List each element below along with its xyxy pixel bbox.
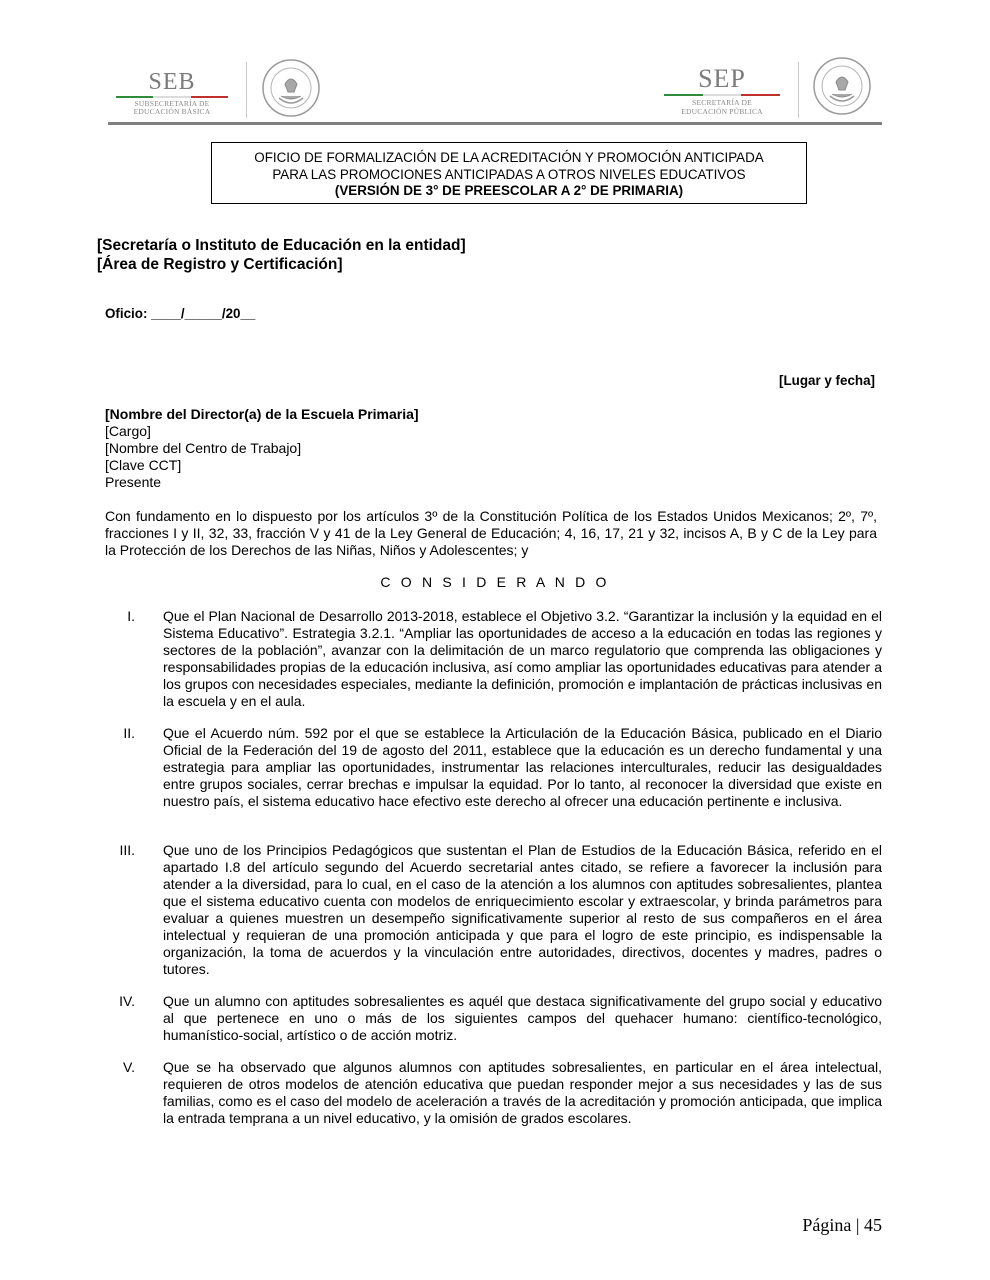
recipient-position: [Cargo]: [105, 423, 151, 439]
entity-line-1: [Secretaría o Instituto de Educación en la entidad]: [97, 237, 466, 254]
item-text: Que el Plan Nacional de Desarrollo 2013-2018, establece el Objetivo 3.2. “Garantizar la inclusión y la equidad en el Sistema Educativo”. Estrategia 3.2.1. “Ampliar las oportunidades de acceso a la educación en todas las regiones y sectores de la población”, avanzar con la delimitación de un marco regulatorio que comprenda las obligaciones y responsabilidades propias de la educación inclusiva, así como ampliar las oportunidades educativas para atender a los grupos con necesidades especiales, mediante la definición, promoción e implantación de prácticas inclusivas en la escuela y en el aula.: [163, 608, 882, 709]
considerando-heading: C O N S I D E R A N D O: [380, 574, 610, 590]
seb-subtitle-2: EDUCACIÓN BÁSICA: [133, 107, 211, 116]
title-line-3: (VERSIÓN DE 3° DE PREESCOLAR A 2° DE PRIMARIA): [334, 183, 684, 198]
issuing-entity: [97, 236, 466, 274]
recipient-name: [Nombre del Director(a) de la Escuela Primaria]: [105, 406, 419, 422]
legal-basis-paragraph: Con fundamento en lo dispuesto por los artículos 3º de la Constitución Política de los Estados Unidos Mexicanos; 2º, 7º, fracciones I y II, 32, 33, fracción V y 41 de la Ley General de Educación; 4, 16, 17, 21 y 32, incisos A, B y C de la Ley para la Protección de los Derechos de las Niñas, Niños y Adolescentes; y: [105, 508, 877, 558]
flag-stripe: [116, 96, 228, 98]
document-title-box: [211, 142, 807, 204]
item-number: IV.: [119, 993, 135, 1009]
item-text: Que uno de los Principios Pedagógicos que sustentan el Plan de Estudios de la Educación Básica, referido en el apartado I.8 del artículo segundo del Acuerdo secretarial antes citado, se refiere a favorecer la inclusión para atender a la diversidad, para lo cual, en el caso de la atención a los alumnos con aptitudes sobresalientes, plantea que el sistema educativo cuenta con modelos de enriquecimiento escolar y extraescolar, y brinda parámetros para evaluar a quienes muestren un desempeño significativamente superior al resto de sus compañeros en el área intelectual y requieran de una promoción anticipada y que para el logro de este principio, es indispensable la organización, la toma de acuerdos y la vinculación entre autoridades, directivos, docentes y madres, padres o tutores.: [163, 842, 882, 977]
seb-logo: [112, 70, 232, 120]
sep-logo: [660, 66, 784, 120]
header-rule: [108, 122, 882, 125]
recipient-cct: [Clave CCT]: [105, 457, 182, 473]
logo-divider: [246, 62, 247, 118]
title-line-2: PARA LAS PROMOCIONES ANTICIPADAS A OTROS NIVELES EDUCATIVOS: [272, 166, 746, 182]
entity-line-2: [Área de Registro y Certificación]: [97, 256, 343, 273]
title-line-1: OFICIO DE FORMALIZACIÓN DE LA ACREDITACIÓN Y PROMOCIÓN ANTICIPADA: [254, 150, 764, 165]
logo-divider: [798, 62, 799, 118]
flag-stripe: [664, 94, 780, 96]
oficio-number: Oficio: ____/_____/20__: [105, 306, 256, 321]
sep-subtitle-1: SECRETARÍA DE: [692, 98, 752, 107]
page-number: Página | 45: [802, 1215, 882, 1235]
item-text: Que se ha observado que algunos alumnos con aptitudes sobresalientes, en particular en el área intelectual, requieren de otros modelos de atención educativa que puedan responder mejor a sus necesidades y las de sus familias, como es el caso del modelo de aceleración a través de la acreditación y promoción anticipada, que implica la entrada temprana a un nivel educativo, y la omisión de grados escolares.: [163, 1059, 882, 1126]
item-number: II.: [123, 725, 135, 741]
item-text: Que el Acuerdo núm. 592 por el que se establece la Articulación de la Educación Básica, publicado en el Diario Oficial de la Federación del 19 de agosto del 2011, establece que la educación es un derecho fundamental y una estrategia para ampliar las oportunidades, instrumentar las relaciones interculturales, reducir las desigualdades entre grupos sociales, cerrar brechas e impulsar la equidad. Por lo tanto, al reconocer la diversidad que existe en nuestro país, el sistema educativo hace efectivo este derecho al ofrecer una educación pertinente e inclusiva.: [163, 725, 882, 809]
recipient-block: [105, 406, 419, 491]
place-and-date: [Lugar y fecha]: [779, 373, 875, 388]
page-header: [0, 0, 990, 130]
item-number: V.: [123, 1059, 135, 1075]
recipient-workplace: [Nombre del Centro de Trabajo]: [105, 440, 302, 456]
coat-of-arms-icon: [261, 58, 321, 118]
seb-acronym: SEB: [148, 69, 196, 95]
sep-subtitle-2: EDUCACIÓN PÚBLICA: [681, 106, 763, 116]
seb-subtitle-1: SUBSECRETARÍA DE: [134, 99, 210, 108]
coat-of-arms-icon: [812, 56, 872, 116]
item-number: I.: [127, 608, 135, 624]
recipient-greeting: Presente: [105, 474, 162, 490]
item-number: III.: [119, 842, 135, 858]
item-text: Que un alumno con aptitudes sobresalientes es aquél que destaca significativamente del grupo social y educativo al que pertenece en uno o más de los siguientes campos del quehacer humano: científico-tecnológico, humanístico-social, artístico o de acción motriz.: [163, 993, 882, 1043]
sep-acronym: SEP: [698, 64, 746, 93]
